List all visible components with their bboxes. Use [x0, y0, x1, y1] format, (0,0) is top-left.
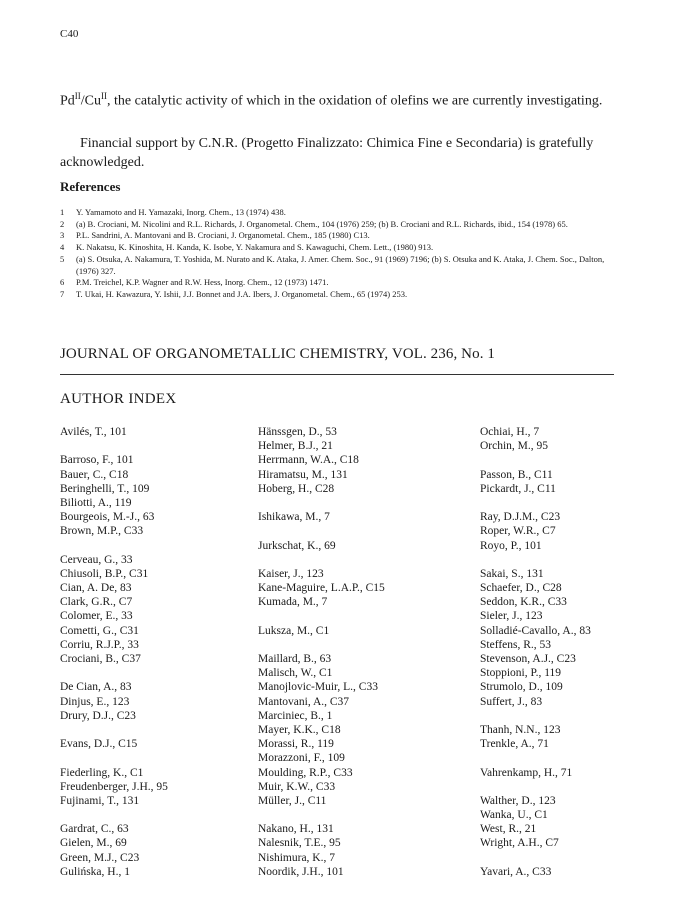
- author-index-entry: [60, 723, 168, 737]
- author-index-entry: Malisch, W., C1: [258, 667, 333, 680]
- author-index-entry: Luksza, M., C1: [258, 624, 330, 637]
- reference-item: [60, 219, 620, 231]
- author-index-entry: Cian, A. De, 83: [60, 582, 132, 595]
- cu-symbol: /Cu: [80, 93, 102, 109]
- reference-text: Y. Yamamoto and H. Yamazaki, Inorg. Chem., 13 (1974) 438.: [76, 207, 286, 217]
- reference-item: [60, 254, 620, 277]
- author-index-entry: Manojlovic-Muir, L., C33: [258, 681, 378, 694]
- reference-number: 2: [60, 218, 65, 229]
- author-index-entry: [480, 709, 591, 723]
- author-index-entry: Drury, D.J., C23: [60, 709, 136, 722]
- author-index-entry: [258, 808, 385, 822]
- author-index-entry: Fujinami, T., 131: [60, 794, 140, 807]
- author-index-entry: [258, 496, 385, 510]
- author-index-entry: Nalesnik, T.E., 95: [258, 837, 341, 850]
- author-index-column-2: [258, 425, 385, 879]
- cu-oxidation-state: II: [101, 91, 108, 101]
- reference-number: 1: [60, 207, 65, 217]
- author-index-entry: Gardrat, C., 63: [60, 823, 129, 836]
- reference-text: P.M. Treichel, K.P. Wagner and R.W. Hess, Inorg. Chem., 12 (1973) 1471.: [76, 277, 329, 288]
- reference-item: [60, 242, 620, 254]
- author-index-entry: Fiederling, K., C1: [60, 766, 144, 779]
- author-index-entry: Gulińska, H., 1: [60, 865, 130, 878]
- author-index-entry: Muir, K.W., C33: [258, 780, 336, 793]
- author-index-entry: Wright, A.H., C7: [480, 837, 559, 850]
- author-index-entry: Strumolo, D., 109: [480, 681, 563, 694]
- journal-heading: JOURNAL OF ORGANOMETALLIC CHEMISTRY, VOL. 236, No. 1: [60, 346, 495, 362]
- author-index-entry: Freudenberger, J.H., 95: [60, 780, 168, 793]
- author-index-entry: Brown, M.P., C33: [60, 525, 144, 538]
- reference-number: 4: [60, 242, 65, 253]
- acknowledgement-paragraph: Financial support by C.N.R. (Progetto Finalizzato: Chimica Fine e Secondaria) is gratefully acknowledged.: [60, 136, 594, 170]
- author-index-column-1: [60, 425, 168, 879]
- author-index-entry: [60, 666, 168, 680]
- author-index-entry: Bourgeois, M.-J., 63: [60, 511, 155, 524]
- author-index-entry: Corriu, R.J.P., 33: [60, 638, 139, 651]
- author-index-entry: Seddon, K.R., C33: [480, 596, 567, 609]
- intro-paragraph: [60, 87, 620, 111]
- references-list: [60, 207, 620, 301]
- intro-text: , the catalytic activity of which in the oxidation of olefins we are currently investigating.: [107, 93, 603, 109]
- reference-item: [60, 277, 620, 289]
- author-index-entry: [60, 539, 168, 553]
- author-index-entry: Roper, W.R., C7: [480, 525, 556, 538]
- author-index-heading: AUTHOR INDEX: [60, 391, 177, 407]
- author-index-entry: Suffert, J., 83: [480, 695, 543, 708]
- author-index-entry: Kumada, M., 7: [258, 596, 328, 609]
- reference-text: (a) S. Otsuka, A. Nakamura, T. Yoshida, M. Nurato and K. Ataka, J. Amer. Chem. Soc., 91 (1969) 7196; (b) S. Otsuka and K. Ataka, J. Chem. Soc., Dalton, (1976) 327.: [76, 253, 605, 276]
- author-index-entry: Herrmann, W.A., C18: [258, 454, 359, 467]
- author-index-entry: [60, 751, 168, 765]
- page-number: C40: [60, 28, 79, 40]
- author-index-entry: Gielen, M., 69: [60, 837, 127, 850]
- author-index-entry: Steffens, R., 53: [480, 638, 552, 651]
- author-index-entry: [60, 439, 168, 453]
- author-index-entry: Dinjus, E., 123: [60, 695, 130, 708]
- pd-symbol: Pd: [60, 93, 75, 109]
- author-index-entry: Stoppioni, P., 119: [480, 667, 562, 680]
- author-index-entry: Schaefer, D., C28: [480, 582, 562, 595]
- author-index-entry: De Cian, A., 83: [60, 681, 132, 694]
- author-index-entry: Beringhelli, T., 109: [60, 482, 150, 495]
- author-index-entry: Avilés, T., 101: [60, 426, 127, 438]
- author-index-entry: Yavari, A., C33: [480, 865, 552, 878]
- author-index-entry: Maillard, B., 63: [258, 653, 332, 665]
- author-index-entry: Cometti, G., C31: [60, 624, 139, 637]
- pd-oxidation-state: II: [74, 91, 81, 101]
- author-index-entry: Passon, B., C11: [480, 468, 553, 481]
- author-index-entry: Jurkschat, K., 69: [258, 539, 336, 552]
- reference-number: 3: [60, 230, 65, 241]
- author-index-entry: Ishikawa, M., 7: [258, 511, 330, 524]
- author-index-entry: Crociani, B., C37: [60, 653, 141, 665]
- author-index-entry: [480, 453, 591, 467]
- author-index-entry: Helmer, B.J., 21: [258, 440, 333, 453]
- reference-number: 5: [60, 253, 65, 264]
- author-index-entry: Sieler, J., 123: [480, 610, 543, 623]
- author-index-entry: Müller, J., C11: [258, 794, 327, 807]
- author-index-entry: Clark, G.R., C7: [60, 596, 133, 609]
- author-index-entry: Ochiai, H., 7: [480, 426, 540, 438]
- author-index-entry: Hänssgen, D., 53: [258, 426, 337, 438]
- author-index-entry: Kaiser, J., 123: [258, 567, 324, 580]
- author-index-entry: Nakano, H., 131: [258, 823, 334, 836]
- author-index-entry: Trenkle, A., 71: [480, 738, 549, 751]
- reference-number: 6: [60, 277, 65, 288]
- author-index-entry: Nishimura, K., 7: [258, 851, 335, 864]
- author-index-entry: Biliotti, A., 119: [60, 496, 132, 509]
- author-index-entry: [60, 808, 168, 822]
- author-index-entry: Marciniec, B., 1: [258, 709, 333, 722]
- reference-text: P.L. Sandrini, A. Mantovani and B. Crociani, J. Organometal. Chem., 185 (1980) C13.: [76, 230, 370, 241]
- author-index-entry: Solladié-Cavallo, A., 83: [480, 624, 591, 637]
- author-index-entry: [480, 553, 591, 567]
- author-index-entry: Ray, D.J.M., C23: [480, 511, 561, 524]
- author-index-entry: Chiusoli, B.P., C31: [60, 567, 149, 580]
- author-index-entry: West, R., 21: [480, 823, 537, 836]
- reference-item: [60, 207, 620, 219]
- author-index-entry: Stevenson, A.J., C23: [480, 653, 576, 665]
- author-index-entry: [480, 851, 591, 865]
- reference-item: [60, 289, 620, 301]
- author-index-column-3: [480, 425, 591, 879]
- author-index-entry: Green, M.J., C23: [60, 851, 140, 864]
- author-index-entry: Morazzoni, F., 109: [258, 752, 345, 765]
- author-index-entry: Hoberg, H., C28: [258, 482, 335, 495]
- author-index-entry: Colomer, E., 33: [60, 610, 133, 623]
- author-index-entry: Thanh, N.N., 123: [480, 723, 561, 736]
- author-index-entry: [480, 751, 591, 765]
- author-index-entry: [258, 609, 385, 623]
- author-index-entry: Sakai, S., 131: [480, 567, 544, 580]
- author-index-entry: Cerveau, G., 33: [60, 553, 133, 566]
- author-index-entry: [480, 496, 591, 510]
- author-index-entry: Noordik, J.H., 101: [258, 865, 344, 878]
- author-index-entry: Pickardt, J., C11: [480, 482, 556, 495]
- references-heading: References: [60, 179, 121, 194]
- author-index-entry: Bauer, C., C18: [60, 468, 129, 481]
- author-index-entry: Vahrenkamp, H., 71: [480, 766, 573, 779]
- author-index-entry: Mantovani, A., C37: [258, 695, 350, 708]
- reference-number: 7: [60, 288, 65, 299]
- author-index-entry: Orchin, M., 95: [480, 440, 549, 453]
- reference-text: (a) B. Crociani, M. Nicolini and R.L. Richards, J. Organometal. Chem., 104 (1976) 259; (b) B. Crociani and R.L. Richards, ibid., 154 (1978) 65.: [76, 218, 568, 229]
- author-index-entry: Royo, P., 101: [480, 539, 542, 552]
- section-divider: [60, 374, 614, 375]
- reference-text: K. Nakatsu, K. Kinoshita, H. Kanda, K. Isobe, Y. Nakamura and S. Kawaguchi, Chem. Lett., (1980) 913.: [76, 242, 434, 253]
- author-index-entry: Wanka, U., C1: [480, 809, 548, 822]
- author-index-entry: Moulding, R.P., C33: [258, 766, 353, 779]
- reference-text: T. Ukai, H. Kawazura, Y. Ishii, J.J. Bonnet and J.A. Ibers, J. Organometal. Chem., 65 (1974) 253.: [76, 288, 408, 299]
- author-index-entry: Morassi, R., 119: [258, 738, 334, 751]
- author-index-entry: Evans, D.J., C15: [60, 738, 138, 751]
- author-index-entry: [480, 780, 591, 794]
- author-index-entry: [258, 638, 385, 652]
- author-index-entry: Walther, D., 123: [480, 794, 556, 807]
- author-index-entry: Kane-Maguire, L.A.P., C15: [258, 582, 385, 595]
- author-index-entry: Hiramatsu, M., 131: [258, 468, 348, 481]
- reference-item: [60, 230, 620, 242]
- author-index-entry: Mayer, K.K., C18: [258, 723, 341, 736]
- author-index-entry: [258, 553, 385, 567]
- author-index-entry: Barroso, F., 101: [60, 454, 134, 467]
- author-index-entry: [258, 524, 385, 538]
